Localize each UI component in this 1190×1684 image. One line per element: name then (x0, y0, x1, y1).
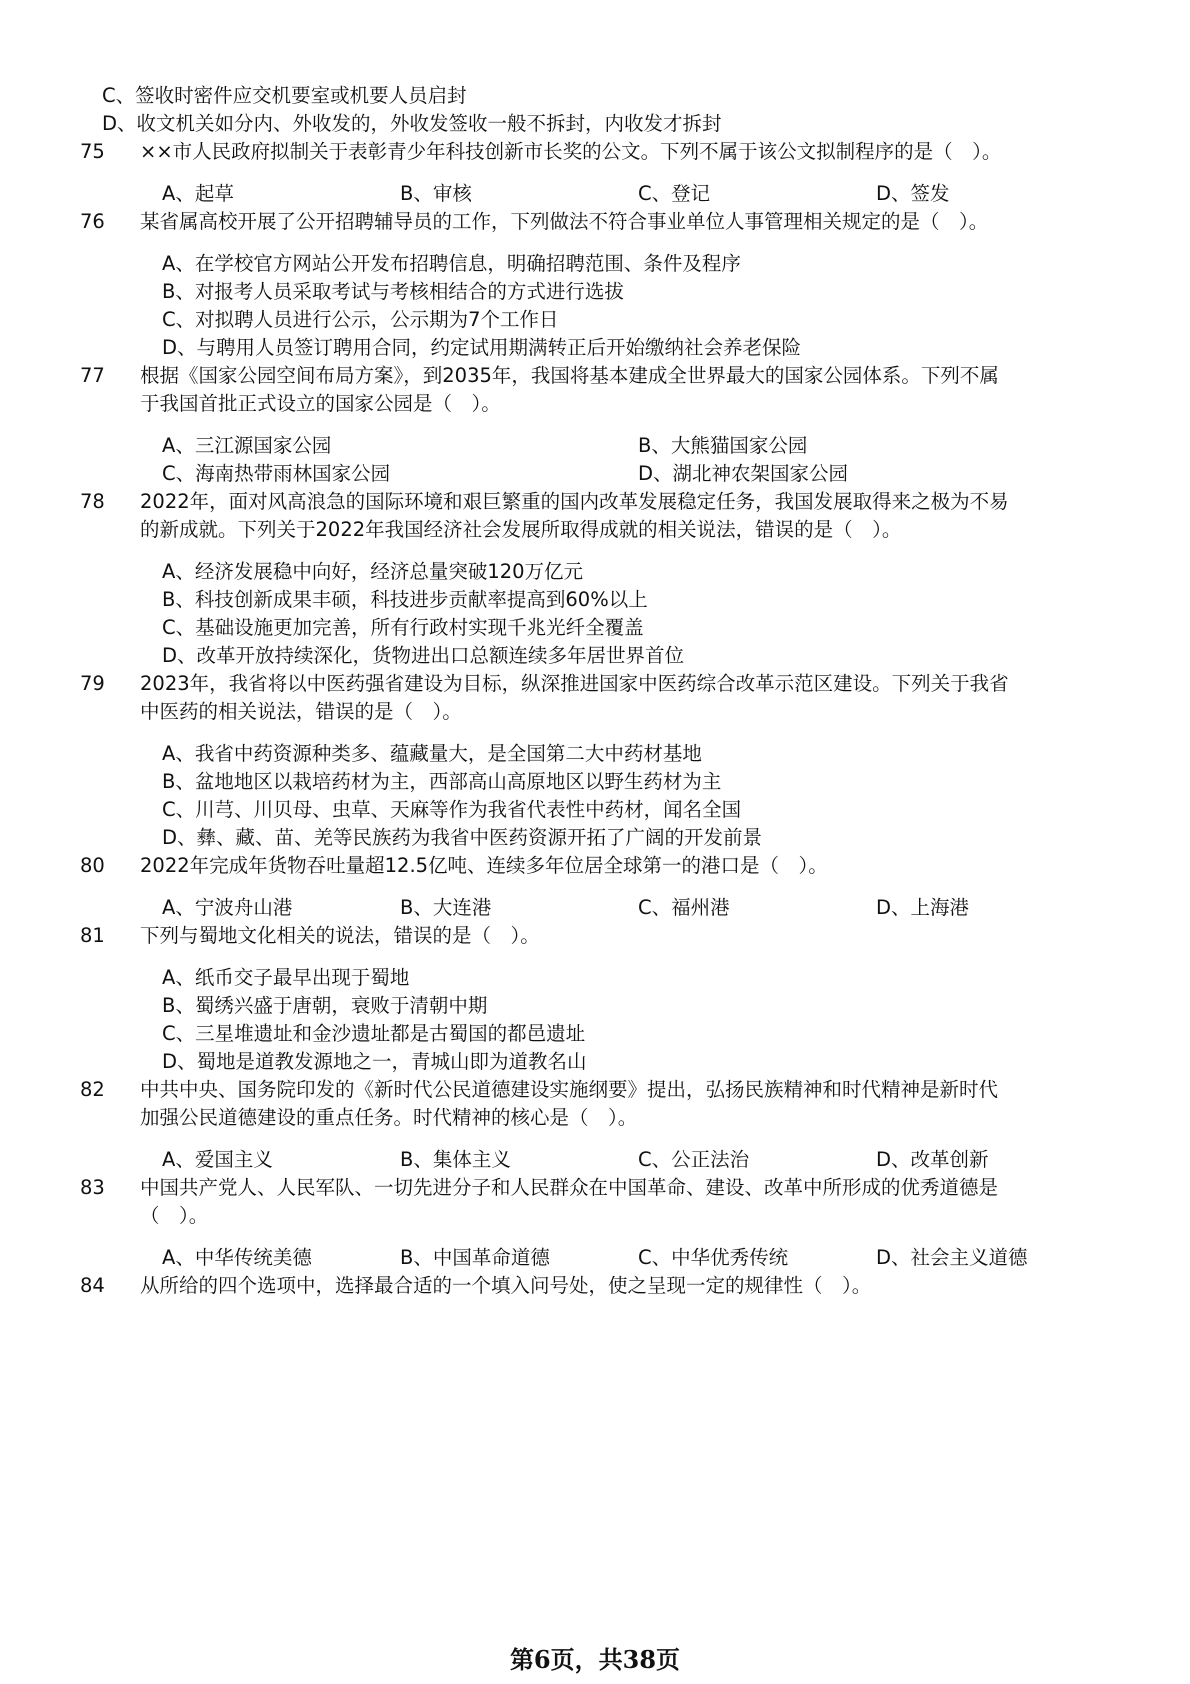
option-c: C、中华优秀传统 (638, 1246, 789, 1269)
option-a: A、爱国主义 (162, 1148, 273, 1171)
question-stem-line-2: 加强公民道德建设的重点任务。时代精神的核心是（ ）。 (140, 1106, 638, 1129)
question-stem-line-2: 的新成就。下列关于2022年我国经济社会发展所取得成就的相关说法，错误的是（ ）。 (140, 518, 902, 541)
question-number: 77 (80, 364, 105, 387)
question-stem: 下列与蜀地文化相关的说法，错误的是（ ）。 (140, 924, 540, 947)
option-a: A、在学校官方网站公开发布招聘信息，明确招聘范围、条件及程序 (162, 252, 741, 275)
option-b: B、科技创新成果丰硕，科技进步贡献率提高到60%以上 (162, 588, 648, 611)
question-stem-line-1: 2022年，面对风高浪急的国际环境和艰巨繁重的国内改革发展稳定任务，我国发展取得来之极为不易 (140, 490, 1009, 513)
question-stem-line-1: 2023年，我省将以中医药强省建设为目标，纵深推进国家中医药综合改革示范区建设。下列关于我省 (140, 672, 1009, 695)
option-c: C、三星堆遗址和金沙遗址都是古蜀国的都邑遗址 (162, 1022, 586, 1045)
option-a: A、中华传统美德 (162, 1246, 312, 1269)
question-number: 80 (80, 854, 105, 877)
option-b: B、中国革命道德 (400, 1246, 550, 1269)
option-b: B、对报考人员采取考试与考核相结合的方式进行选拔 (162, 280, 624, 303)
option-b: B、集体主义 (400, 1148, 511, 1171)
question-number: 75 (80, 140, 105, 163)
question-number: 76 (80, 210, 105, 233)
option-a: A、宁波舟山港 (162, 896, 293, 919)
option-a: A、经济发展稳中向好，经济总量突破120万亿元 (162, 560, 584, 583)
question-stem: 2022年完成年货物吞吐量超12.5亿吨、连续多年位居全球第一的港口是（ ）。 (140, 854, 828, 877)
option-a: A、我省中药资源种类多、蕴藏量大，是全国第二大中药材基地 (162, 742, 702, 765)
question-stem: 某省属高校开展了公开招聘辅导员的工作，下列做法不符合事业单位人事管理相关规定的是（ ）。 (140, 210, 989, 233)
prev-option-d: D、收文机关如分内、外收发的，外收发签收一般不拆封，内收发才拆封 (102, 112, 722, 135)
option-d: D、上海港 (876, 896, 970, 919)
question-number: 84 (80, 1274, 105, 1297)
question-number: 79 (80, 672, 105, 695)
option-b: B、盆地地区以栽培药材为主，西部高山高原地区以野生药材为主 (162, 770, 722, 793)
question-stem-line-2: 于我国首批正式设立的国家公园是（ ）。 (140, 392, 501, 415)
question-stem-line-1: 根据《国家公园空间布局方案》，到2035年，我国将基本建成全世界最大的国家公园体系。下列不属 (140, 364, 999, 387)
option-d: D、签发 (876, 182, 950, 205)
option-c: C、公正法治 (638, 1148, 750, 1171)
question-number: 78 (80, 490, 105, 513)
question-stem-line-2: （ ）。 (140, 1204, 209, 1227)
question-number: 81 (80, 924, 105, 947)
option-a: A、纸币交子最早出现于蜀地 (162, 966, 410, 989)
question-number: 83 (80, 1176, 105, 1199)
option-d: D、蜀地是道教发源地之一，青城山即为道教名山 (162, 1050, 587, 1073)
question-stem-line-2: 中医药的相关说法，错误的是（ ）。 (140, 700, 462, 723)
option-a: A、起草 (162, 182, 234, 205)
option-c: C、川芎、川贝母、虫草、天麻等作为我省代表性中药材，闻名全国 (162, 798, 742, 821)
page-number: 第6页，共38页 (509, 1645, 681, 1674)
question-stem: ××市人民政府拟制关于表彰青少年科技创新市长奖的公文。下列不属于该公文拟制程序的是（ ）。 (140, 140, 1002, 163)
option-c: C、登记 (638, 182, 711, 205)
option-b: B、审核 (400, 182, 472, 205)
option-d: D、改革开放持续深化，货物进出口总额连续多年居世界首位 (162, 644, 685, 667)
option-b: B、蜀绣兴盛于唐朝，衰败于清朝中期 (162, 994, 488, 1017)
option-c: C、基础设施更加完善，所有行政村实现千兆光纤全覆盖 (162, 616, 644, 639)
option-c: C、福州港 (638, 896, 730, 919)
prev-option-c: C、签收时密件应交机要室或机要人员启封 (102, 84, 467, 107)
question-number: 82 (80, 1078, 105, 1101)
option-b: B、大熊猫国家公园 (638, 434, 808, 457)
option-d: D、与聘用人员签订聘用合同，约定试用期满转正后开始缴纳社会养老保险 (162, 336, 802, 359)
question-stem-line-1: 中国共产党人、人民军队、一切先进分子和人民群众在中国革命、建设、改革中所形成的优秀道德是 (140, 1176, 999, 1199)
option-b: B、大连港 (400, 896, 492, 919)
option-c: C、海南热带雨林国家公园 (162, 462, 391, 485)
option-c: C、对拟聘人员进行公示，公示期为7个工作日 (162, 308, 559, 331)
option-a: A、三江源国家公园 (162, 434, 332, 457)
option-d: D、彝、藏、苗、羌等民族药为我省中医药资源开拓了广阔的开发前景 (162, 826, 763, 849)
option-d: D、社会主义道德 (876, 1246, 1028, 1269)
question-stem-line-1: 中共中央、国务院印发的《新时代公民道德建设实施纲要》提出，弘扬民族精神和时代精神是新时代 (140, 1078, 999, 1101)
question-stem: 从所给的四个选项中，选择最合适的一个填入问号处，使之呈现一定的规律性（ ）。 (140, 1274, 872, 1297)
option-d: D、湖北神农架国家公园 (638, 462, 849, 485)
option-d: D、改革创新 (876, 1148, 989, 1171)
